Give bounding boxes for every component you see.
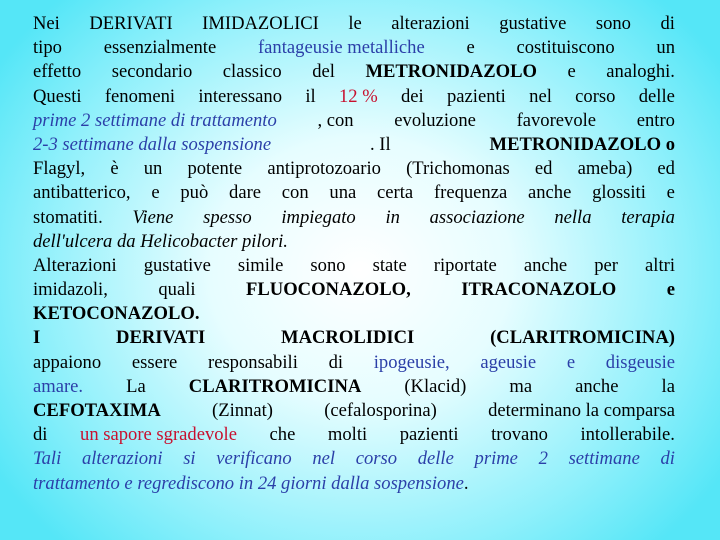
word: terapia (621, 206, 675, 228)
word: pazienti (399, 424, 459, 446)
word: (Trichomonas (406, 158, 510, 180)
word: . (463, 472, 469, 494)
highlight-term: fantageusie metalliche (257, 37, 425, 59)
word: di (328, 351, 344, 373)
word: La (126, 375, 146, 397)
text-line (33, 472, 675, 496)
word: associazione (429, 206, 525, 228)
word: molti (327, 424, 368, 446)
word: una (329, 182, 357, 204)
word: responsabili (208, 351, 298, 373)
drug-name: FLUOCONAZOLO, (246, 279, 411, 301)
word: costituiscono (516, 37, 615, 59)
word: impiegato (281, 206, 356, 228)
text-line (33, 351, 675, 375)
highlight-term: 2-3 settimane dalla sospensione (33, 133, 272, 155)
word: del (312, 61, 335, 83)
word: spesso (203, 206, 252, 228)
slide-text (33, 12, 675, 496)
drug-name: ITRACONAZOLO (461, 279, 617, 301)
word: (Klacid) (404, 375, 467, 397)
word: secondario (111, 61, 193, 83)
word: essere (131, 351, 178, 373)
word: fenomeni (104, 85, 176, 107)
word: delle (638, 85, 675, 107)
text-line (33, 399, 675, 423)
word: glossiti (592, 182, 646, 204)
word: ameba) (577, 158, 633, 180)
word: può (180, 182, 209, 204)
word: I (33, 327, 41, 349)
word: e (666, 279, 675, 301)
word: anche (523, 254, 568, 276)
word: di (660, 448, 675, 470)
word: la (661, 375, 675, 397)
word: dei (400, 85, 424, 107)
word: riportate (433, 254, 497, 276)
drug-name: CEFOTAXIMA (33, 400, 161, 421)
word: classico (222, 61, 282, 83)
word: il (305, 85, 316, 107)
word: ma (509, 375, 533, 397)
word: sono (310, 254, 346, 276)
word: corso (355, 448, 398, 470)
percentage: 12 % (338, 85, 378, 107)
drug-name: METRONIDAZOLO (365, 61, 537, 83)
word: effetto (33, 61, 82, 83)
word: nel (529, 85, 552, 107)
word: è (110, 158, 119, 180)
word: altri (645, 254, 675, 276)
word: antiprotozoario (267, 158, 381, 180)
word: appaiono (33, 351, 102, 373)
word: prime (474, 448, 518, 470)
word: tipo (33, 37, 62, 59)
word: frequenza (433, 182, 508, 204)
text-line (33, 423, 675, 447)
word: ed (657, 158, 675, 180)
highlight-term: prime 2 settimane di trattamento (33, 109, 277, 131)
word: di (660, 13, 675, 34)
word: un (656, 37, 675, 59)
text-line (33, 254, 675, 278)
word: determinano la comparsa (488, 400, 675, 421)
word: con (281, 182, 309, 204)
text-line (33, 12, 675, 36)
word: delle (417, 448, 454, 470)
word: le (348, 13, 362, 34)
text-line (33, 302, 675, 326)
text-line (33, 326, 675, 350)
word: certa (377, 182, 414, 204)
word: trattamento e regrediscono in 24 giorni dalla sospensione (33, 472, 464, 494)
word: Nei (33, 13, 60, 34)
word: intollerabile. (580, 424, 675, 446)
word: che (269, 424, 296, 446)
word: dare (229, 182, 262, 204)
word: IMIDAZOLICI (202, 13, 319, 34)
highlight-term: ipogeusie, (373, 351, 450, 373)
word: nel (312, 448, 336, 470)
text-line (33, 85, 675, 109)
word: (cefalosporina) (324, 400, 437, 421)
highlight-term: e (566, 351, 576, 373)
word: settimane (568, 448, 640, 470)
word: pazienti (447, 85, 506, 107)
word: evoluzione (394, 109, 476, 131)
word: DERIVATI (89, 13, 173, 34)
word: dell'ulcera da Helicobacter pilori. (33, 230, 288, 252)
text-line (33, 206, 675, 230)
word: Alterazioni (33, 254, 117, 276)
word: e (567, 61, 576, 83)
drug-name: KETOCONAZOLO. (33, 303, 200, 325)
word: per (594, 254, 618, 276)
text-line (33, 133, 675, 157)
word: trovano (491, 424, 548, 446)
word: e (466, 37, 475, 59)
highlight-term: un sapore sgradevole (80, 424, 237, 446)
text-line (33, 278, 675, 302)
word: gustative (143, 254, 211, 276)
word: DERIVATI (116, 327, 206, 349)
drug-name: (CLARITROMICINA) (490, 327, 675, 349)
word: nella (554, 206, 592, 228)
text-line (33, 109, 675, 133)
word: (Zinnat) (212, 400, 273, 421)
word: si (183, 448, 196, 470)
text-line (33, 230, 675, 254)
word: corso (575, 85, 616, 107)
word: in (385, 206, 400, 228)
word: 2 (538, 448, 548, 470)
word: stomatiti. (33, 206, 103, 228)
highlight-term: ageusie (480, 351, 537, 373)
drug-name: CLARITROMICINA (188, 375, 362, 397)
word: e (151, 182, 160, 204)
word: alterazioni (391, 13, 470, 34)
word: Flagyl, (33, 158, 86, 180)
word: verificano (216, 448, 292, 470)
word: simile (237, 254, 284, 276)
text-line (33, 157, 675, 181)
word: quali (158, 279, 196, 301)
highlight-term: disgeusie (605, 351, 675, 373)
word: . Il (369, 133, 391, 155)
word: e (666, 182, 675, 204)
word: analoghi. (606, 61, 675, 83)
word: favorevole (516, 109, 597, 131)
word: anche (528, 182, 572, 204)
drug-name: METRONIDAZOLO o (489, 133, 675, 155)
word: entro (636, 109, 675, 131)
word: potente (187, 158, 243, 180)
text-line (33, 36, 675, 60)
highlight-term: amare. (33, 375, 84, 397)
word: un (143, 158, 163, 180)
text-line (33, 375, 675, 399)
word: state (372, 254, 407, 276)
word: essenzialmente (103, 37, 217, 59)
word: Questi (33, 85, 82, 107)
word: anche (575, 375, 619, 397)
word: MACROLIDICI (281, 327, 415, 349)
word: Viene (132, 206, 174, 228)
word: , con (317, 109, 354, 131)
word: di (33, 424, 48, 446)
word: imidazoli, (33, 279, 108, 301)
word: interessano (198, 85, 283, 107)
word: antibatterico, (33, 182, 131, 204)
word: gustative (499, 13, 567, 34)
word: ed (534, 158, 553, 180)
text-line (33, 447, 675, 471)
text-line (33, 60, 675, 84)
word: Tali (33, 448, 62, 470)
word: alterazioni (81, 448, 163, 470)
text-line (33, 181, 675, 205)
word: sono (595, 13, 631, 34)
